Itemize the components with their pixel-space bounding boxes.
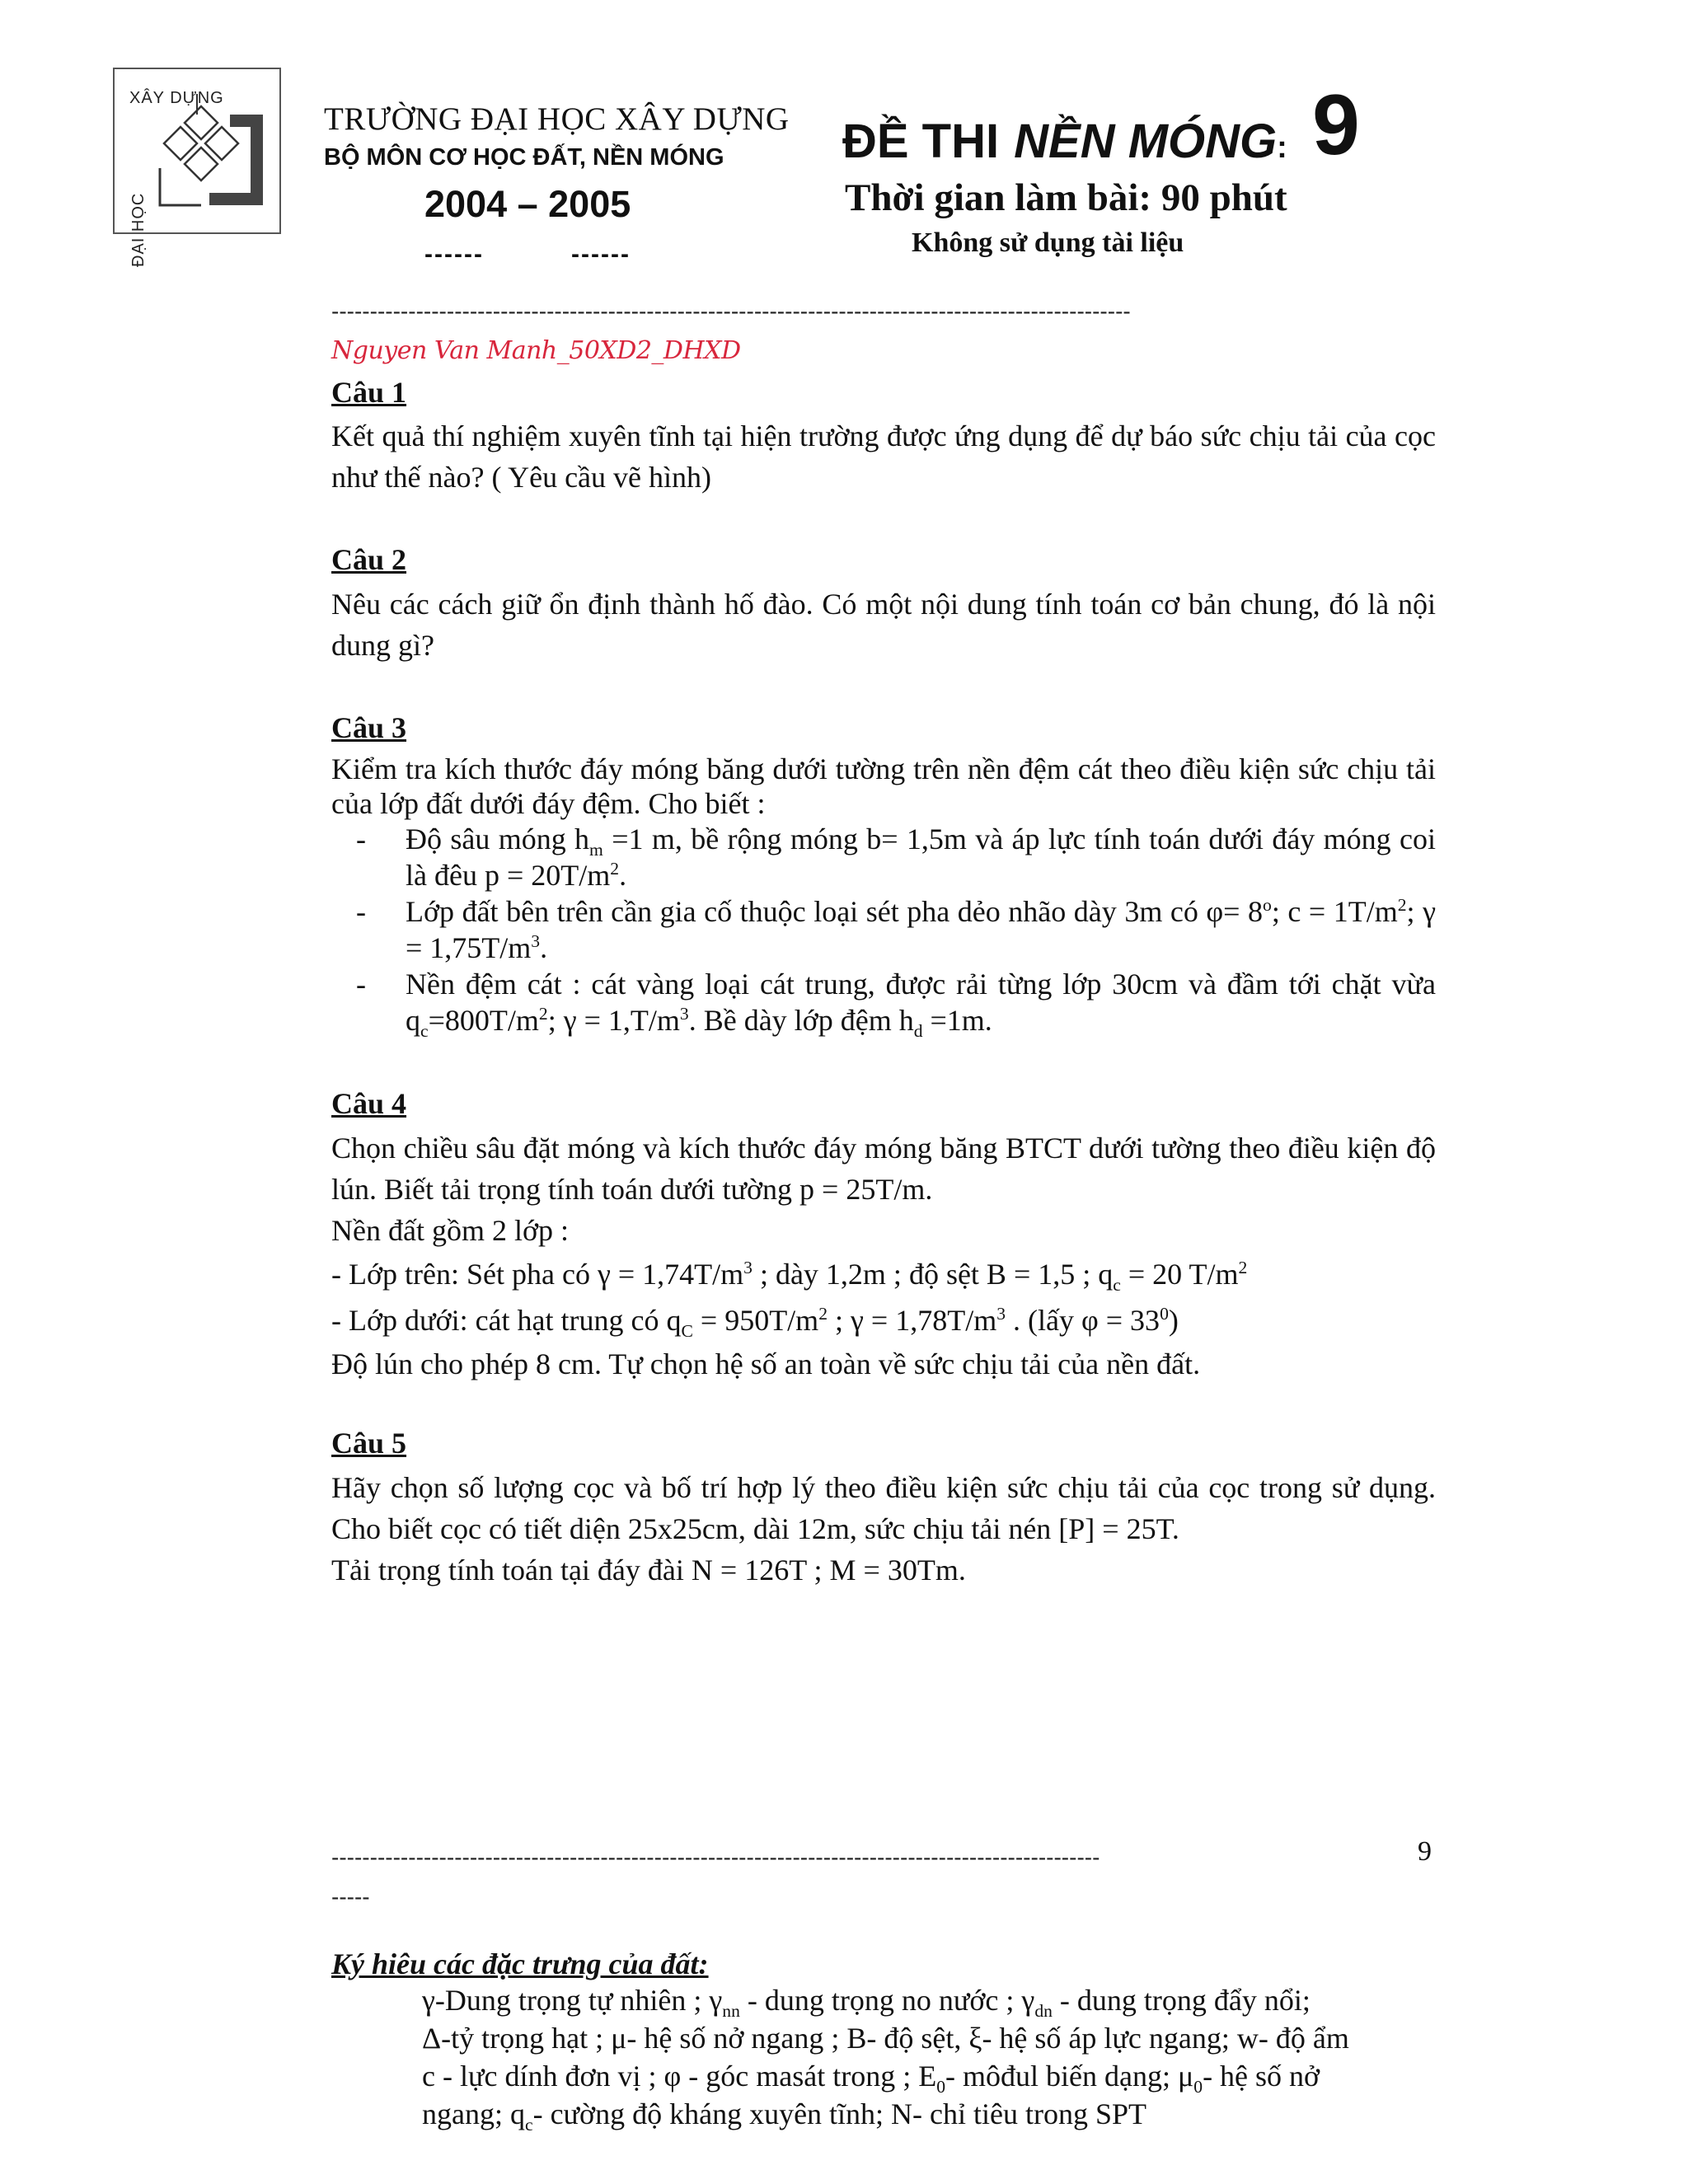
legend-row-1: γ-Dung trọng tự nhiên ; $\gamma_{nn}$ - dung trọng no nước ; $\gamma_{dn}$ - dung trọng đẩy nổi; bbox=[422, 1984, 1311, 2022]
question-4-line-1: Chọn chiều sâu đặt móng và kích thước đáy móng băng BTCT dưới tường theo điều kiện độ lún. Biết tải trọng tính toán dưới tường p = 25T/m. bbox=[331, 1132, 1436, 1206]
no-documents-note: Không sử dụng tài liệu bbox=[912, 227, 1184, 258]
question-3-heading: Câu 3 bbox=[331, 711, 407, 744]
bottom-separator: ---------------------------------------------------------------------------------------------------- bbox=[331, 1844, 1100, 1870]
university-name: TRƯỜNG ĐẠI HỌC XÂY DỰNG bbox=[324, 101, 790, 137]
year-dash-right: ------ bbox=[571, 241, 631, 268]
question-3-conditions bbox=[331, 821, 1436, 1042]
legend-row-3: c - lực dính đơn vị ; φ - góc masát trong ; $E_0-$ môđul biến dạng; $\mu_0-$ hệ số nở bbox=[422, 2060, 1320, 2097]
question-4-heading: Câu 4 bbox=[331, 1087, 407, 1120]
question-4-layer-bottom: - Lớp dưới: cát hạt trung có $q_C = 950T/m^2$ ; $\gamma = 1,78T/m^3$ . (lấy $\varphi = 33^0$) bbox=[331, 1304, 1179, 1342]
department-name: BỘ MÔN CƠ HỌC ĐẤT, NỀN MÓNG bbox=[324, 144, 724, 171]
question-1-heading: Câu 1 bbox=[331, 376, 407, 409]
exam-title bbox=[842, 114, 1287, 169]
logo-text-side: ĐẠI HỌC bbox=[129, 192, 148, 267]
question-5-line-2: Tải trọng tính toán tại đáy đài N = 126T ; M = 30Tm. bbox=[331, 1554, 966, 1586]
university-logo bbox=[113, 68, 281, 267]
academic-year: 2004 – 2005 bbox=[424, 183, 631, 225]
question-4-line-2: Nền đất gồm 2 lớp : bbox=[331, 1214, 569, 1247]
exam-prefix: ĐỀ THI bbox=[842, 115, 1000, 168]
legend-row-4: ngang; $q_c-$ cường độ kháng xuyên tĩnh; N- chỉ tiêu trong SPT bbox=[422, 2097, 1147, 2135]
time-allowed: Thời gian làm bài: 90 phút bbox=[845, 176, 1287, 219]
question-2-text: Nêu các cách giữ ổn định thành hố đào. Có một nội dung tính toán cơ bản chung, đó là nội dung gì? bbox=[331, 588, 1436, 662]
legend-heading: Ký hiêu các đặc trưng của đất: bbox=[331, 1947, 709, 1980]
condition-item-3: - Nền đệm cát : cát vàng loại cát trung, được rải từng lớp 30cm và đầm tới chặt vừa $q_c=800T/m^2$; $\gamma = 1,T/m^3$. Bề dày lớp đệm $h_d =1m$. bbox=[356, 968, 1436, 1042]
condition-item-2: - Lớp đất bên trên cần gia cố thuộc loại sét pha dẻo nhão dày 3m có $\varphi= 8^o$; $c = 1T/m^2$; $\gamma = 1,75T/m^3$. bbox=[356, 895, 1436, 964]
year-dash-left: ------ bbox=[424, 241, 484, 268]
bottom-separator-tail: ----- bbox=[331, 1884, 370, 1910]
question-5-heading: Câu 5 bbox=[331, 1427, 407, 1460]
question-1-text: Kết quả thí nghiệm xuyên tĩnh tại hiện trường được ứng dụng để dự báo sức chịu tải của cọc như thế nào? ( Yêu cầu vẽ hình) bbox=[331, 419, 1436, 494]
question-3-intro: Kiểm tra kích thước đáy móng băng dưới tường trên nền đệm cát theo điều kiện sức chịu tải của lớp đất dưới đáy đệm. Cho biết : bbox=[331, 752, 1436, 820]
question-3-body bbox=[331, 752, 1436, 1042]
question-5-body bbox=[331, 1467, 1436, 1591]
question-2-heading: Câu 2 bbox=[331, 543, 407, 576]
question-4-layer-top: - Lớp trên: Sét pha có $\gamma = 1,74T/m^3$ ; dày 1,2m ; độ sệt B = 1,5 ; $q_c = 20$ $T/m^2$ bbox=[331, 1258, 1248, 1296]
condition-item-1: - Độ sâu móng $h_m =1$ m, bề rộng móng b= 1,5m và áp lực tính toán dưới đáy móng coi là đêu $p = 20T/m^2$. bbox=[356, 823, 1436, 892]
exam-colon: : bbox=[1277, 130, 1287, 165]
question-4-body bbox=[331, 1127, 1436, 1385]
logo-text-top: XÂY DỰNG bbox=[129, 89, 224, 107]
question-4-line-5: Độ lún cho phép 8 cm. Tự chọn hệ số an toàn về sức chịu tải của nền đất. bbox=[331, 1347, 1201, 1380]
exam-subject: NỀN MÓNG bbox=[1014, 115, 1278, 168]
top-separator: -------------------------------------------------------------------------------------------------------- bbox=[331, 298, 1131, 324]
page-number: 9 bbox=[1418, 1836, 1432, 1867]
question-5-line-1: Hãy chọn số lượng cọc và bố trí hợp lý theo điều kiện sức chịu tải của cọc trong sử dụng. Cho biết cọc có tiết diện 25x25cm, dài 12m, sức chịu tải nén [P] = 25T. bbox=[331, 1471, 1436, 1545]
exam-number: 9 bbox=[1312, 77, 1360, 173]
soil-symbols-legend bbox=[422, 1981, 1404, 2133]
legend-row-2: Δ-tỷ trọng hạt ; μ- hệ số nở ngang ; B- độ sệt, ξ- hệ số áp lực ngang; w- độ ẩm bbox=[422, 2022, 1349, 2055]
author-note: Nguyen Van Manh_50XD2_DHXD bbox=[331, 336, 741, 365]
